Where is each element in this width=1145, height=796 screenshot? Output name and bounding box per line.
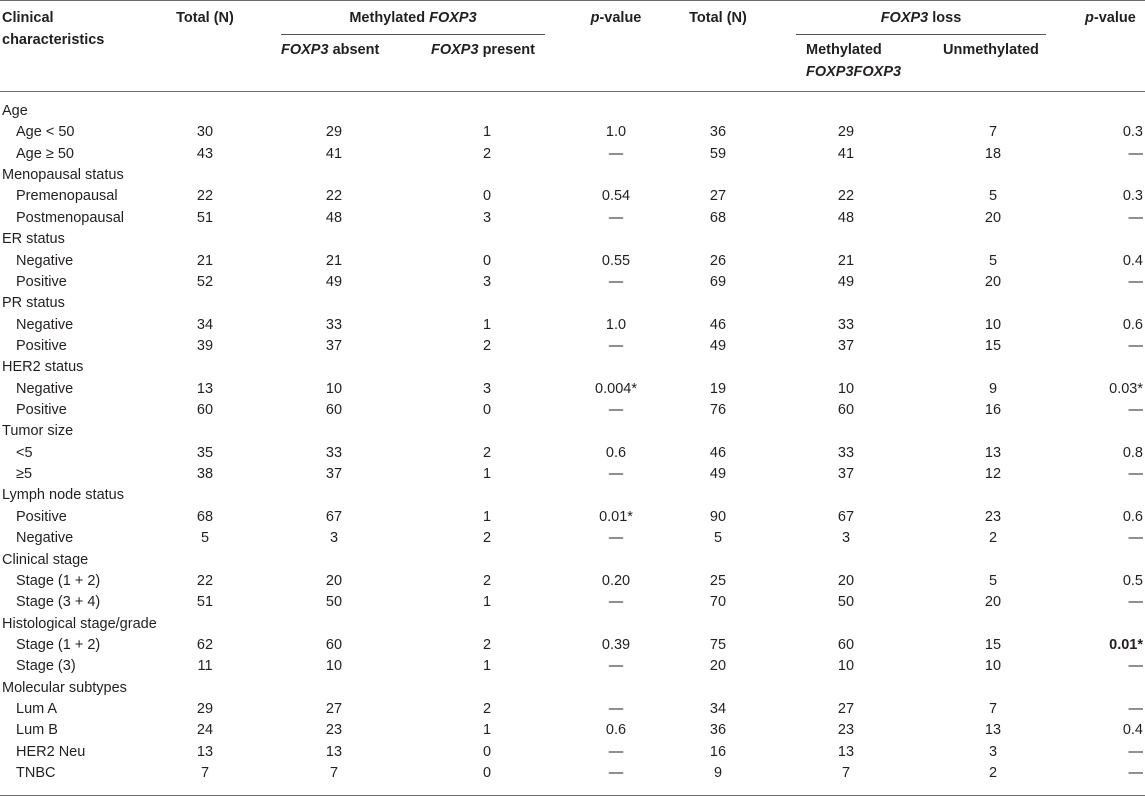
- table-cell: 34: [709, 701, 727, 718]
- table-cell: 52: [196, 273, 214, 290]
- header-foxp3-loss: FOXP3 loss: [880, 10, 962, 26]
- row-label: ER status: [2, 231, 65, 248]
- table-row: [0, 336, 1145, 357]
- table-cell: 1.0: [605, 316, 627, 333]
- row-label: Negative: [16, 530, 74, 547]
- table-cell: 13: [984, 722, 1002, 739]
- table-cell: 60: [325, 636, 343, 653]
- table-cell: 41: [325, 145, 343, 162]
- table-cell: 23: [325, 722, 343, 739]
- table-cell: 20: [837, 572, 855, 589]
- table-cell: 2: [482, 444, 492, 461]
- table-cell: —: [608, 701, 624, 718]
- table-cell: 23: [837, 722, 855, 739]
- table-cell: 0.3: [1122, 188, 1143, 205]
- table-row: [0, 742, 1145, 763]
- table-row: [0, 379, 1145, 400]
- table-cell: —: [608, 466, 624, 483]
- section-header-row: [0, 421, 1145, 442]
- table-cell: 2: [482, 145, 492, 162]
- table-cell: —: [1128, 337, 1143, 354]
- table-cell: 10: [984, 658, 1002, 675]
- table-cell: 15: [984, 636, 1002, 653]
- table-cell: 0.20: [601, 572, 631, 589]
- header-clinical-characteristics: Clinical characteristics: [2, 10, 105, 48]
- row-label: Stage (1 + 2): [16, 636, 101, 653]
- header-unmethylated: Unmethylated: [943, 42, 1039, 58]
- table-cell: 0.6: [1122, 508, 1143, 525]
- table-header-rule: [0, 91, 1145, 92]
- table-cell: 16: [709, 743, 727, 760]
- table-cell: 13: [196, 380, 214, 397]
- table-cell: 0.6: [605, 444, 627, 461]
- table-cell: 22: [196, 188, 214, 205]
- table-cell: 46: [709, 444, 727, 461]
- header-foxp3-absent: FOXP3 absent: [281, 42, 380, 58]
- table-cell: 20: [325, 572, 343, 589]
- row-label: PR status: [2, 295, 65, 312]
- table-cell: 33: [325, 316, 343, 333]
- table-cell: 51: [196, 594, 214, 611]
- table-cell: 38: [196, 466, 214, 483]
- section-header-row: [0, 678, 1145, 699]
- table-row: [0, 528, 1145, 549]
- table-cell: 50: [837, 594, 855, 611]
- table-cell: 5: [988, 252, 998, 269]
- row-label: Stage (3 + 4): [16, 594, 101, 611]
- row-label: Negative: [16, 316, 74, 333]
- table-cell: 26: [709, 252, 727, 269]
- table-cell: 3: [329, 530, 339, 547]
- header-methylated-foxp3: Methylated FOXP3: [349, 10, 477, 26]
- table-cell: —: [608, 402, 624, 419]
- section-header-row: [0, 357, 1145, 378]
- table-cell: 33: [325, 444, 343, 461]
- table-cell: —: [1128, 594, 1143, 611]
- table-cell: 7: [988, 701, 998, 718]
- table-cell: 0.6: [1122, 316, 1143, 333]
- header-total-n-2: Total (N): [689, 10, 747, 26]
- table-cell: 29: [196, 701, 214, 718]
- table-cell: 3: [482, 273, 492, 290]
- table-cell: 1: [482, 124, 492, 141]
- table-cell: 3: [841, 530, 851, 547]
- section-header-row: [0, 485, 1145, 506]
- table-row: [0, 464, 1145, 485]
- table-cell: 0: [482, 765, 492, 782]
- table-cell: 5: [988, 188, 998, 205]
- table-cell: 13: [196, 743, 214, 760]
- table-cell: 49: [837, 273, 855, 290]
- row-label: Age: [2, 103, 28, 119]
- table-cell: 2: [482, 572, 492, 589]
- table-row: [0, 507, 1145, 528]
- header-methylated-foxp3foxp3: Methylated FOXP3FOXP3: [806, 42, 902, 80]
- table-cell: 11: [197, 658, 213, 675]
- table-cell: 35: [196, 444, 214, 461]
- table-cell: 20: [709, 658, 727, 675]
- table-cell: 2: [482, 530, 492, 547]
- table-cell: 68: [709, 209, 727, 226]
- table-cell: —: [1128, 658, 1143, 675]
- row-label: Clinical stage: [2, 551, 89, 568]
- table-cell: —: [608, 145, 624, 162]
- table-cell: 22: [196, 572, 214, 589]
- table-cell: 34: [196, 316, 214, 333]
- table-cell: 67: [325, 508, 343, 525]
- table-cell: 1: [482, 722, 492, 739]
- table-cell: 10: [325, 658, 343, 675]
- table-cell: 76: [709, 402, 727, 419]
- table-cell: 5: [713, 530, 723, 547]
- table-row: [0, 144, 1145, 165]
- table-cell: 1: [482, 658, 492, 675]
- table-cell: —: [1128, 701, 1143, 718]
- table-row: [0, 656, 1145, 677]
- table-cell: 46: [709, 316, 727, 333]
- row-label: Premenopausal: [16, 188, 118, 205]
- row-label: Lum B: [16, 722, 58, 739]
- table-cell: 69: [709, 273, 727, 290]
- table-row: [0, 635, 1145, 656]
- row-label: Histological stage/grade: [2, 615, 157, 632]
- table-cell: —: [608, 209, 624, 226]
- row-label: Positive: [16, 402, 67, 419]
- table-cell: 3: [482, 209, 492, 226]
- table-cell: 29: [325, 124, 343, 141]
- table-cell: —: [1128, 209, 1143, 226]
- table-cell: 51: [196, 209, 214, 226]
- row-label: Positive: [16, 337, 67, 354]
- table-cell: 62: [196, 636, 214, 653]
- table-cell: 2: [482, 701, 492, 718]
- table-cell: 0.39: [601, 636, 631, 653]
- table-cell: 27: [709, 188, 727, 205]
- table-cell: 10: [837, 658, 855, 675]
- row-label: Lum A: [16, 701, 58, 718]
- table-cell: 49: [709, 337, 727, 354]
- table-cell: 0.8: [1122, 444, 1143, 461]
- table-row: [0, 122, 1145, 143]
- table-cell: 33: [837, 444, 855, 461]
- table-row: [0, 272, 1145, 293]
- table-cell: 18: [984, 145, 1002, 162]
- table-cell: 7: [988, 124, 998, 141]
- table-cell: 10: [984, 316, 1002, 333]
- table-cell: 90: [709, 508, 727, 525]
- row-label: Stage (1 + 2): [16, 572, 101, 589]
- table-cell: 75: [709, 636, 727, 653]
- table-cell: —: [1128, 402, 1143, 419]
- header-p-value-2: p-value: [1085, 10, 1136, 26]
- row-label: Positive: [16, 273, 67, 290]
- table-cell: 21: [325, 252, 343, 269]
- table-cell: 9: [713, 765, 723, 782]
- table-cell: 0.004*: [595, 380, 637, 397]
- table-cell: 21: [837, 252, 855, 269]
- table-cell: —: [608, 273, 624, 290]
- row-label: Tumor size: [2, 423, 74, 440]
- table-cell: 0.4: [1122, 722, 1143, 739]
- table-cell: 27: [325, 701, 343, 718]
- table-cell: 21: [196, 252, 214, 269]
- table-cell: 30: [196, 124, 214, 141]
- table-row: [0, 571, 1145, 592]
- table-row: [0, 251, 1145, 272]
- table-cell: 20: [984, 594, 1002, 611]
- table-cell: 60: [196, 402, 214, 419]
- section-header-row: [0, 550, 1145, 571]
- table-cell: 59: [709, 145, 727, 162]
- table-cell: 23: [984, 508, 1002, 525]
- section-header-row: [0, 614, 1145, 635]
- table-row: [0, 592, 1145, 613]
- table-cell: 13: [325, 743, 343, 760]
- table-cell: —: [1128, 530, 1143, 547]
- table-cell: 5: [200, 530, 210, 547]
- row-label: ≥5: [16, 466, 33, 483]
- row-label: Negative: [16, 252, 74, 269]
- header-foxp3-present: FOXP3 present: [431, 42, 535, 58]
- table-cell: 1: [482, 466, 492, 483]
- table-cell: 29: [837, 124, 855, 141]
- row-label: HER2 Neu: [16, 743, 86, 760]
- table-cell: 0.03*: [1109, 380, 1143, 397]
- table-cell: 20: [984, 209, 1002, 226]
- table-cell: 7: [200, 765, 210, 782]
- table-cell: 3: [482, 380, 492, 397]
- table-cell: 27: [837, 701, 855, 718]
- table-cell: 0: [482, 252, 492, 269]
- table-cell: 2: [988, 530, 998, 547]
- table-cell: 10: [325, 380, 343, 397]
- row-label: Postmenopausal: [16, 209, 125, 226]
- table-body: [0, 101, 1145, 785]
- table-cell: 36: [709, 124, 727, 141]
- header-total-n: Total (N): [176, 10, 234, 26]
- table-cell: 48: [325, 209, 343, 226]
- table-cell: 20: [984, 273, 1002, 290]
- table-cell: —: [1128, 765, 1143, 782]
- row-label: Age < 50: [16, 124, 75, 141]
- table-cell: 67: [837, 508, 855, 525]
- table-cell: 60: [837, 402, 855, 419]
- table-cell: 0: [482, 743, 492, 760]
- table-cell: 22: [325, 188, 343, 205]
- table-cell: 16: [984, 402, 1002, 419]
- table-cell: 10: [837, 380, 855, 397]
- row-label: Stage (3): [16, 658, 76, 675]
- table-cell: 0.5: [1122, 572, 1143, 589]
- section-header-row: [0, 101, 1145, 122]
- table-top-rule: [0, 0, 1145, 1]
- table-cell: 3: [988, 743, 998, 760]
- table-cell: 0.55: [601, 252, 631, 269]
- table-cell: 7: [329, 765, 339, 782]
- table-row: [0, 443, 1145, 464]
- table-cell: 0: [482, 402, 492, 419]
- table-row: [0, 699, 1145, 720]
- table-cell: 33: [837, 316, 855, 333]
- table-cell: 0.01*: [1109, 636, 1143, 653]
- table-cell: —: [1128, 145, 1143, 162]
- table-cell: 0.6: [605, 722, 627, 739]
- table-cell: 24: [196, 722, 214, 739]
- table-cell: 60: [325, 402, 343, 419]
- table-cell: 50: [325, 594, 343, 611]
- row-label: Positive: [16, 508, 67, 525]
- table-cell: 22: [837, 188, 855, 205]
- table-cell: 13: [837, 743, 855, 760]
- table-cell: 1: [482, 316, 492, 333]
- table-cell: —: [608, 594, 624, 611]
- table-cell: 7: [841, 765, 851, 782]
- row-label: HER2 status: [2, 359, 84, 376]
- table-cell: 25: [709, 572, 727, 589]
- table-cell: 0.4: [1122, 252, 1143, 269]
- row-label: <5: [16, 444, 33, 461]
- table-cell: —: [608, 765, 624, 782]
- table-cell: 1.0: [605, 124, 627, 141]
- table-cell: 39: [196, 337, 214, 354]
- table-cell: 43: [196, 145, 214, 162]
- row-label: Age ≥ 50: [16, 145, 74, 162]
- table-cell: 9: [988, 380, 998, 397]
- table-cell: 15: [984, 337, 1002, 354]
- table-cell: 37: [325, 337, 343, 354]
- table-cell: 37: [837, 466, 855, 483]
- row-label: Molecular subtypes: [2, 679, 127, 696]
- section-header-row: [0, 229, 1145, 250]
- table-row: [0, 763, 1145, 784]
- table-row: [0, 720, 1145, 741]
- table-row: [0, 400, 1145, 421]
- row-label: Menopausal status: [2, 167, 124, 184]
- table-cell: 68: [196, 508, 214, 525]
- table-cell: —: [608, 658, 624, 675]
- table-cell: 12: [984, 466, 1002, 483]
- table-cell: 49: [325, 273, 343, 290]
- table-cell: —: [608, 337, 624, 354]
- row-label: Negative: [16, 380, 74, 397]
- table-cell: 1: [482, 508, 492, 525]
- section-header-row: [0, 293, 1145, 314]
- table-cell: 36: [709, 722, 727, 739]
- table-row: [0, 186, 1145, 207]
- table-cell: —: [1128, 466, 1143, 483]
- table-cell: 37: [837, 337, 855, 354]
- table-cell: 60: [837, 636, 855, 653]
- table-cell: —: [1128, 273, 1143, 290]
- table-cell: 49: [709, 466, 727, 483]
- row-label: TNBC: [16, 765, 56, 782]
- table-cell: 41: [837, 145, 855, 162]
- table-cell: 1: [482, 594, 492, 611]
- table-cell: 0.54: [601, 188, 631, 205]
- table-cell: —: [608, 530, 624, 547]
- section-header-row: [0, 165, 1145, 186]
- table-cell: 70: [709, 594, 727, 611]
- table-cell: 2: [482, 337, 492, 354]
- group-rule-methylated: [281, 34, 545, 35]
- table-row: [0, 208, 1145, 229]
- table-cell: 0.01*: [599, 508, 633, 525]
- table-cell: —: [608, 743, 624, 760]
- table-cell: 19: [709, 380, 727, 397]
- group-rule-foxp3-loss: [796, 34, 1046, 35]
- table-cell: 48: [837, 209, 855, 226]
- table-cell: 2: [988, 765, 998, 782]
- table-row: [0, 315, 1145, 336]
- table-cell: —: [1128, 743, 1143, 760]
- table-cell: 0: [482, 188, 492, 205]
- header-p-value: p-value: [590, 10, 642, 26]
- table-cell: 37: [325, 466, 343, 483]
- table-cell: 2: [482, 636, 492, 653]
- table-cell: 13: [984, 444, 1002, 461]
- table-cell: 0.3: [1122, 124, 1143, 141]
- row-label: Lymph node status: [2, 487, 124, 504]
- table-cell: 5: [988, 572, 998, 589]
